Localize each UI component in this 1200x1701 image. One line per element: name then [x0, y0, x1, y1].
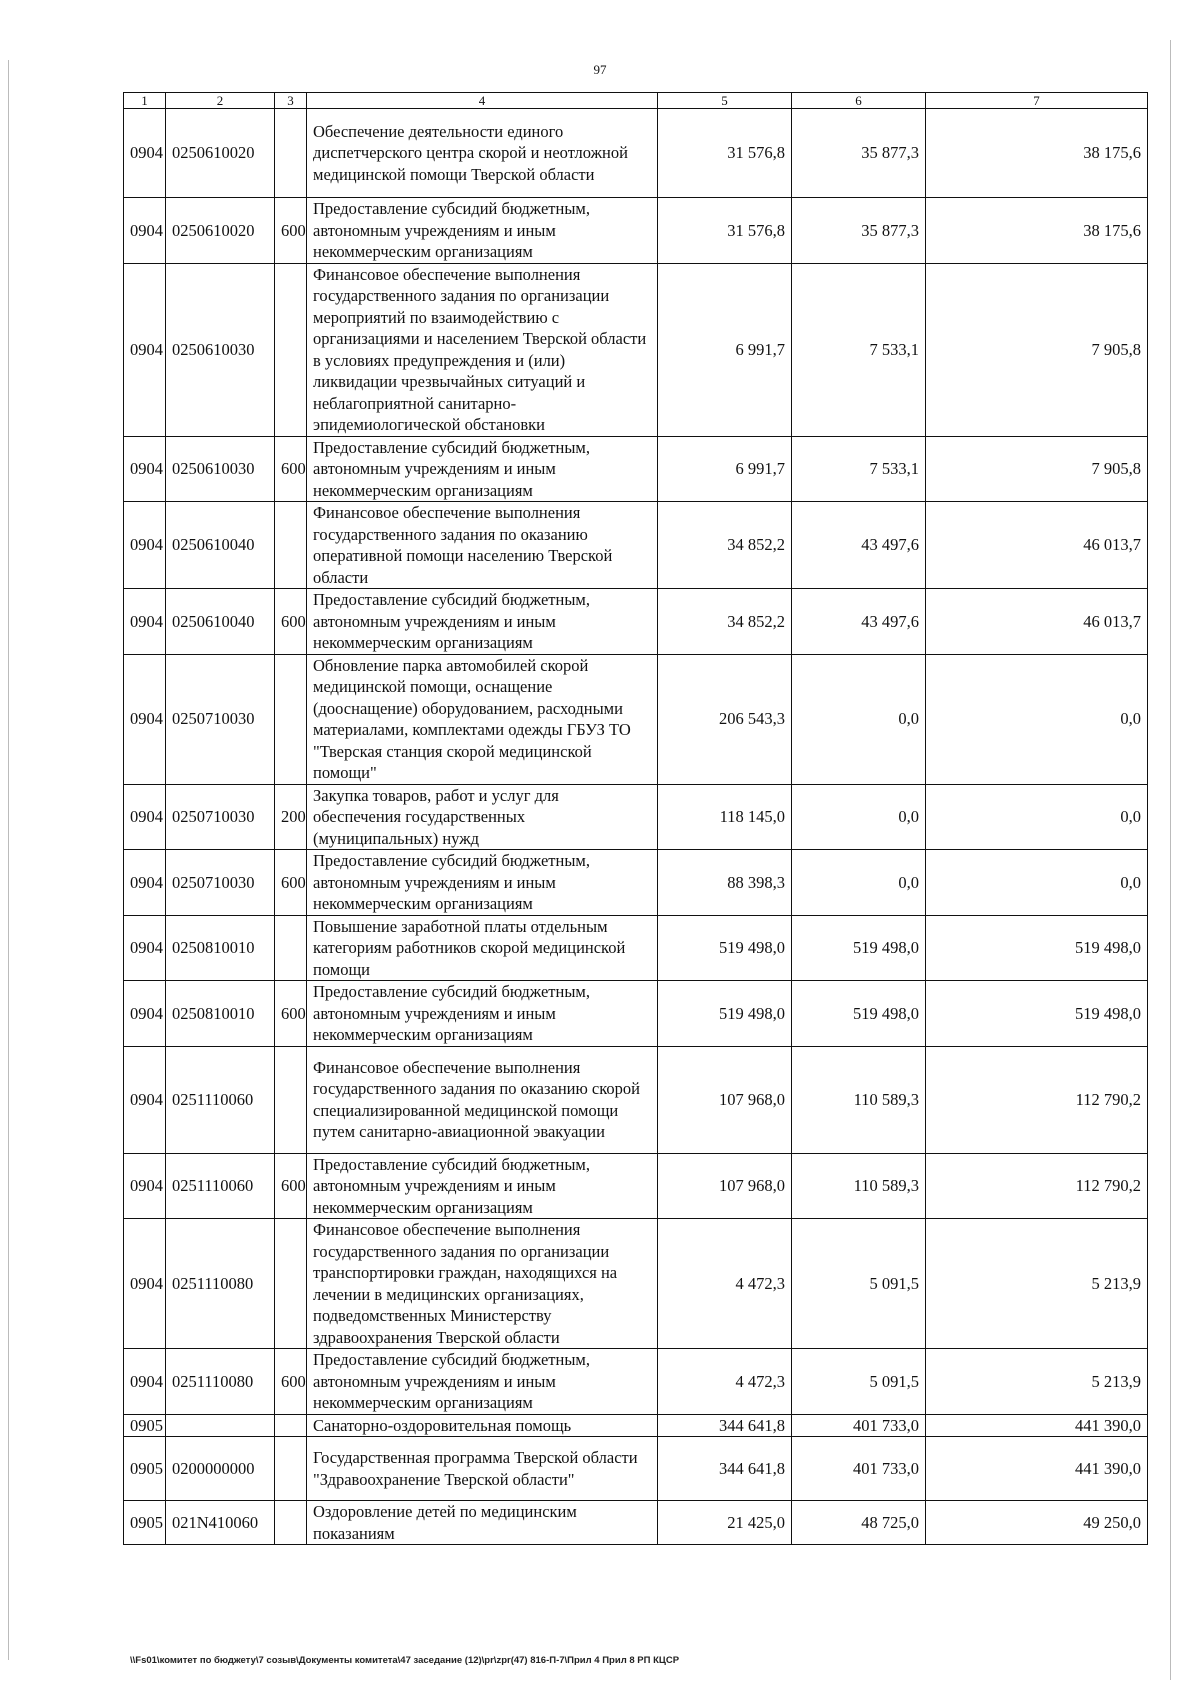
target-code-cell: 0250810010 — [166, 915, 275, 981]
table-row — [124, 784, 1148, 850]
col-header-7: 7 — [926, 93, 1148, 109]
amount-col6-cell: 401 733,0 — [792, 1414, 926, 1437]
section-code-cell: 0904 — [124, 981, 166, 1047]
amount-col7-cell: 5 213,9 — [926, 1219, 1148, 1349]
target-code-cell: 0251110060 — [166, 1046, 275, 1153]
section-code-cell: 0905 — [124, 1437, 166, 1501]
amount-col7-cell: 7 905,8 — [926, 263, 1148, 436]
amount-col7-cell: 7 905,8 — [926, 436, 1148, 502]
amount-col7-cell: 38 175,6 — [926, 198, 1148, 264]
target-code-cell: 0250710030 — [166, 850, 275, 916]
amount-col5-cell: 344 641,8 — [658, 1437, 792, 1501]
expense-type-cell: 600 — [275, 589, 307, 655]
expense-type-cell: 600 — [275, 198, 307, 264]
amount-col5-cell: 4 472,3 — [658, 1349, 792, 1415]
description-cell: Обеспечение деятельности единого диспетчерского центра скорой и неотложной медицинской помощи Тверской области — [307, 109, 658, 198]
description-cell: Предоставление субсидий бюджетным, автономным учреждениям и иным некоммерческим организациям — [307, 981, 658, 1047]
section-code-cell: 0904 — [124, 198, 166, 264]
expense-type-cell — [275, 654, 307, 784]
amount-col7-cell: 46 013,7 — [926, 502, 1148, 589]
description-cell: Закупка товаров, работ и услуг для обеспечения государственных (муниципальных) нужд — [307, 784, 658, 850]
target-code-cell: 0251110080 — [166, 1219, 275, 1349]
amount-col6-cell: 0,0 — [792, 784, 926, 850]
amount-col7-cell: 112 790,2 — [926, 1046, 1148, 1153]
expense-type-cell: 600 — [275, 1349, 307, 1415]
table-row — [124, 198, 1148, 264]
target-code-cell: 0250610030 — [166, 263, 275, 436]
description-cell: Финансовое обеспечение выполнения государственного задания по оказанию оперативной помощи населению Тверской области — [307, 502, 658, 589]
description-cell: Предоставление субсидий бюджетным, автономным учреждениям и иным некоммерческим организациям — [307, 589, 658, 655]
amount-col7-cell: 0,0 — [926, 784, 1148, 850]
amount-col6-cell: 110 589,3 — [792, 1153, 926, 1219]
amount-col7-cell: 49 250,0 — [926, 1501, 1148, 1545]
description-cell: Финансовое обеспечение выполнения государственного задания по организации мероприятий по взаимодействию с организациями и населением Тверской области в условиях предупреждения и (или) ликвидации чрезвычайных ситуаций и неблагоприятной санитарно-эпидемиологической обстановки — [307, 263, 658, 436]
table-row — [124, 1501, 1148, 1545]
table-row — [124, 589, 1148, 655]
amount-col5-cell: 107 968,0 — [658, 1046, 792, 1153]
expense-type-cell — [275, 1501, 307, 1545]
amount-col5-cell: 6 991,7 — [658, 436, 792, 502]
amount-col6-cell: 35 877,3 — [792, 109, 926, 198]
expense-type-cell — [275, 915, 307, 981]
description-cell: Предоставление субсидий бюджетным, автономным учреждениям и иным некоммерческим организациям — [307, 436, 658, 502]
expense-type-cell: 200 — [275, 784, 307, 850]
budget-table — [123, 92, 1148, 1545]
amount-col7-cell: 519 498,0 — [926, 981, 1148, 1047]
target-code-cell: 0250710030 — [166, 654, 275, 784]
amount-col5-cell: 118 145,0 — [658, 784, 792, 850]
amount-col6-cell: 519 498,0 — [792, 915, 926, 981]
section-code-cell: 0905 — [124, 1414, 166, 1437]
col-header-5: 5 — [658, 93, 792, 109]
page-number: 97 — [593, 62, 607, 77]
table-row — [124, 263, 1148, 436]
description-cell: Повышение заработной платы отдельным категориям работников скорой медицинской помощи — [307, 915, 658, 981]
amount-col5-cell: 6 991,7 — [658, 263, 792, 436]
table-row — [124, 981, 1148, 1047]
expense-type-cell: 600 — [275, 436, 307, 502]
amount-col5-cell: 4 472,3 — [658, 1219, 792, 1349]
section-code-cell: 0904 — [124, 1153, 166, 1219]
target-code-cell: 0250810010 — [166, 981, 275, 1047]
target-code-cell — [166, 1414, 275, 1437]
section-code-cell: 0904 — [124, 654, 166, 784]
target-code-cell: 0200000000 — [166, 1437, 275, 1501]
description-cell: Финансовое обеспечение выполнения государственного задания по организации транспортировки граждан, находящихся на лечении в медицинских организациях, подведомственных Министерству здравоохранения Тверской области — [307, 1219, 658, 1349]
amount-col5-cell: 107 968,0 — [658, 1153, 792, 1219]
amount-col6-cell: 7 533,1 — [792, 263, 926, 436]
section-code-cell: 0904 — [124, 436, 166, 502]
amount-col7-cell: 0,0 — [926, 654, 1148, 784]
table-row — [124, 1046, 1148, 1153]
description-cell: Предоставление субсидий бюджетным, автономным учреждениям и иным некоммерческим организациям — [307, 198, 658, 264]
target-code-cell: 0250710030 — [166, 784, 275, 850]
section-code-cell: 0904 — [124, 850, 166, 916]
section-code-cell: 0904 — [124, 589, 166, 655]
amount-col5-cell: 21 425,0 — [658, 1501, 792, 1545]
amount-col6-cell: 43 497,6 — [792, 589, 926, 655]
amount-col5-cell: 88 398,3 — [658, 850, 792, 916]
table-body — [124, 109, 1148, 1545]
amount-col5-cell: 344 641,8 — [658, 1414, 792, 1437]
amount-col5-cell: 519 498,0 — [658, 981, 792, 1047]
amount-col7-cell: 38 175,6 — [926, 109, 1148, 198]
amount-col6-cell: 43 497,6 — [792, 502, 926, 589]
description-cell: Оздоровление детей по медицинским показаниям — [307, 1501, 658, 1545]
table-header-row — [124, 93, 1148, 109]
section-code-cell: 0904 — [124, 915, 166, 981]
description-cell: Финансовое обеспечение выполнения государственного задания по оказанию скорой специализированной медицинской помощи путем санитарно-авиационной эвакуации — [307, 1046, 658, 1153]
col-header-4: 4 — [307, 93, 658, 109]
amount-col7-cell: 112 790,2 — [926, 1153, 1148, 1219]
target-code-cell: 0250610030 — [166, 436, 275, 502]
table-row — [124, 850, 1148, 916]
description-cell: Предоставление субсидий бюджетным, автономным учреждениям и иным некоммерческим организациям — [307, 1153, 658, 1219]
amount-col5-cell: 34 852,2 — [658, 502, 792, 589]
section-code-cell: 0904 — [124, 1046, 166, 1153]
table-row — [124, 1219, 1148, 1349]
expense-type-cell — [275, 1437, 307, 1501]
scan-right-edge — [1170, 40, 1171, 1680]
target-code-cell: 0251110060 — [166, 1153, 275, 1219]
table-row — [124, 1153, 1148, 1219]
target-code-cell: 0250610020 — [166, 198, 275, 264]
amount-col7-cell: 441 390,0 — [926, 1437, 1148, 1501]
section-code-cell: 0904 — [124, 502, 166, 589]
table-row — [124, 1349, 1148, 1415]
section-code-cell: 0904 — [124, 109, 166, 198]
table-row — [124, 502, 1148, 589]
expense-type-cell — [275, 1046, 307, 1153]
col-header-6: 6 — [792, 93, 926, 109]
section-code-cell: 0904 — [124, 263, 166, 436]
col-header-1: 1 — [124, 93, 166, 109]
amount-col6-cell: 519 498,0 — [792, 981, 926, 1047]
section-code-cell: 0905 — [124, 1501, 166, 1545]
amount-col6-cell: 0,0 — [792, 850, 926, 916]
file-path-footer: \\Fs01\комитет по бюджету\7 созыв\Документы комитета\47 заседание (12)\pr\zpr(47) 816-П-7\Прил 4 Прил 8 РП КЦСР — [130, 1655, 680, 1666]
table-row — [124, 654, 1148, 784]
section-code-cell: 0904 — [124, 784, 166, 850]
amount-col5-cell: 519 498,0 — [658, 915, 792, 981]
amount-col6-cell: 48 725,0 — [792, 1501, 926, 1545]
amount-col6-cell: 401 733,0 — [792, 1437, 926, 1501]
target-code-cell: 0250610040 — [166, 502, 275, 589]
description-cell: Предоставление субсидий бюджетным, автономным учреждениям и иным некоммерческим организациям — [307, 1349, 658, 1415]
amount-col6-cell: 0,0 — [792, 654, 926, 784]
amount-col7-cell: 46 013,7 — [926, 589, 1148, 655]
table-row — [124, 1437, 1148, 1501]
target-code-cell: 0250610020 — [166, 109, 275, 198]
col-header-3: 3 — [275, 93, 307, 109]
amount-col7-cell: 519 498,0 — [926, 915, 1148, 981]
expense-type-cell: 600 — [275, 981, 307, 1047]
amount-col6-cell: 110 589,3 — [792, 1046, 926, 1153]
table-row — [124, 436, 1148, 502]
amount-col6-cell: 7 533,1 — [792, 436, 926, 502]
amount-col5-cell: 34 852,2 — [658, 589, 792, 655]
section-code-cell: 0904 — [124, 1219, 166, 1349]
target-code-cell: 0251110080 — [166, 1349, 275, 1415]
description-cell: Государственная программа Тверской области "Здравоохранение Тверской области" — [307, 1437, 658, 1501]
amount-col5-cell: 31 576,8 — [658, 109, 792, 198]
target-code-cell: 0250610040 — [166, 589, 275, 655]
amount-col6-cell: 35 877,3 — [792, 198, 926, 264]
amount-col5-cell: 206 543,3 — [658, 654, 792, 784]
expense-type-cell — [275, 263, 307, 436]
amount-col5-cell: 31 576,8 — [658, 198, 792, 264]
amount-col7-cell: 441 390,0 — [926, 1414, 1148, 1437]
description-cell: Предоставление субсидий бюджетным, автономным учреждениям и иным некоммерческим организациям — [307, 850, 658, 916]
expense-type-cell: 600 — [275, 1153, 307, 1219]
amount-col6-cell: 5 091,5 — [792, 1349, 926, 1415]
description-cell: Санаторно-оздоровительная помощь — [307, 1414, 658, 1437]
expense-type-cell — [275, 109, 307, 198]
scan-left-edge — [8, 60, 9, 1660]
expense-type-cell — [275, 502, 307, 589]
table-row — [124, 1414, 1148, 1437]
amount-col6-cell: 5 091,5 — [792, 1219, 926, 1349]
description-cell: Обновление парка автомобилей скорой медицинской помощи, оснащение (дооснащение) оборудованием, расходными материалами, комплектами одежды ГБУЗ ТО "Тверская станция скорой медицинской помощи" — [307, 654, 658, 784]
target-code-cell: 021N410060 — [166, 1501, 275, 1545]
section-code-cell: 0904 — [124, 1349, 166, 1415]
amount-col7-cell: 5 213,9 — [926, 1349, 1148, 1415]
col-header-2: 2 — [166, 93, 275, 109]
expense-type-cell — [275, 1414, 307, 1437]
expense-type-cell: 600 — [275, 850, 307, 916]
expense-type-cell — [275, 1219, 307, 1349]
table-row — [124, 109, 1148, 198]
amount-col7-cell: 0,0 — [926, 850, 1148, 916]
table-row — [124, 915, 1148, 981]
